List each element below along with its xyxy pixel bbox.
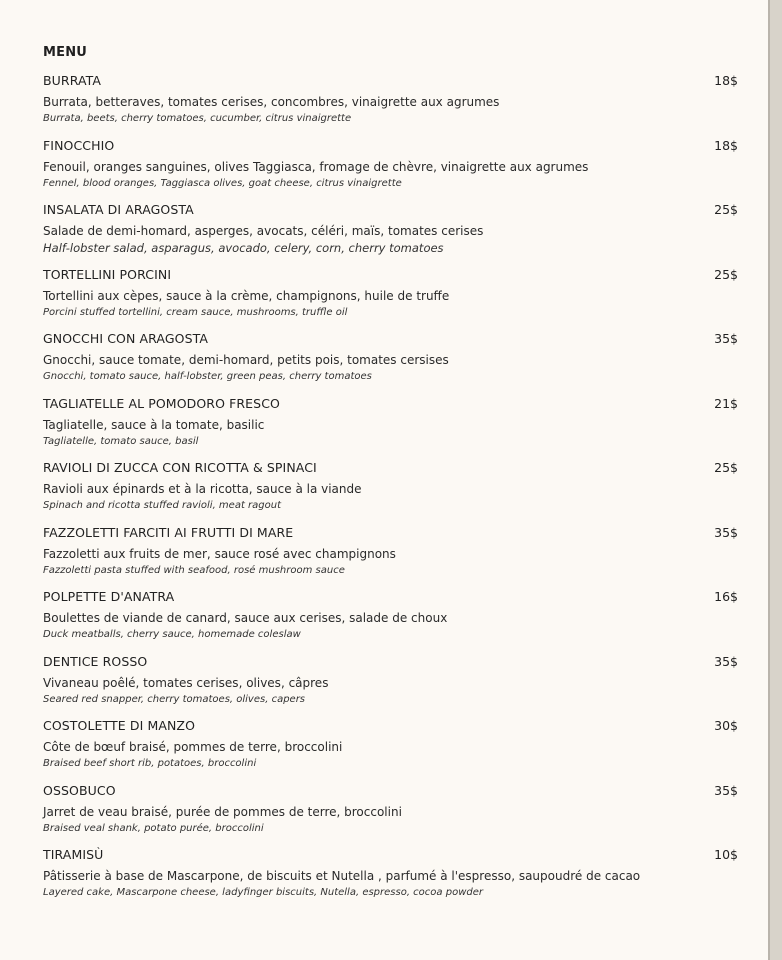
- item-description-en: Half-lobster salad, asparagus, avocado, celery, corn, cherry tomatoes: [43, 241, 444, 255]
- item-description-en: Duck meatballs, cherry sauce, homemade coleslaw: [43, 629, 301, 640]
- item-price: 25$: [714, 266, 738, 282]
- item-description-en: Layered cake, Mascarpone cheese, ladyfinger biscuits, Nutella, espresso, cocoa powder: [43, 887, 483, 898]
- item-description-en: Fennel, blood oranges, Taggiasca olives, goat cheese, citrus vinaigrette: [43, 177, 402, 189]
- item-description-fr: Jarret de veau braisé, purée de pommes de terre, broccolini: [43, 804, 402, 819]
- menu-item-fazzoletti: [43, 525, 738, 590]
- item-description-fr: Gnocchi, sauce tomate, demi-homard, petits pois, tomates cersises: [43, 353, 449, 367]
- menu-list: [43, 73, 738, 912]
- menu-item-tortellini-porcini: [43, 267, 738, 332]
- item-description-fr: Burrata, betteraves, tomates cerises, concombres, vinaigrette aux agrumes: [43, 95, 500, 109]
- menu-item-insalata-di-aragosta: [43, 202, 738, 267]
- item-description-en: Braised veal shank, potato purée, broccolini: [43, 822, 264, 834]
- item-description-en: Burrata, beets, cherry tomatoes, cucumber, citrus vinaigrette: [43, 113, 352, 124]
- menu-item-gnocchi-con-aragosta: [43, 331, 738, 396]
- item-price: 35$: [714, 653, 738, 669]
- item-description-fr: Boulettes de viande de canard, sauce aux cerises, salade de choux: [43, 611, 448, 625]
- item-description-fr: Tagliatelle, sauce à la tomate, basilic: [43, 417, 265, 432]
- item-price: 21$: [714, 395, 738, 411]
- menu-item-tagliatelle: [43, 396, 738, 461]
- item-description-en: Spinach and ricotta stuffed ravioli, meat ragout: [43, 500, 282, 511]
- item-description-en: Gnocchi, tomato sauce, half-lobster, green peas, cherry tomatoes: [43, 371, 372, 382]
- item-description-fr: Côte de bœuf braisé, pommes de terre, broccolini: [43, 740, 343, 754]
- menu-item-burrata: [43, 73, 738, 138]
- item-name: COSTOLETTE DI MANZO: [43, 718, 196, 733]
- menu-item-costolette: [43, 718, 738, 783]
- item-description-fr: Tortellini aux cèpes, sauce à la crème, champignons, huile de truffe: [43, 288, 450, 303]
- item-name: TIRAMISÙ: [43, 847, 104, 862]
- item-price: 10$: [714, 847, 738, 862]
- menu-item-finocchio: [43, 138, 738, 203]
- item-description-fr: Fazzoletti aux fruits de mer, sauce rosé avec champignons: [43, 546, 396, 561]
- item-price: 30$: [714, 718, 738, 733]
- item-name: POLPETTE D'ANATRA: [43, 589, 175, 604]
- item-description-en: Braised beef short rib, potatoes, broccolini: [43, 758, 257, 769]
- item-description-fr: Pâtisserie à base de Mascarpone, de biscuits et Nutella , parfumé à l'espresso, saupoudré de cacao: [43, 869, 641, 883]
- item-name: BURRATA: [43, 73, 102, 88]
- item-description-fr: Fenouil, oranges sanguines, olives Taggiasca, fromage de chèvre, vinaigrette aux agrumes: [43, 159, 589, 174]
- menu-title: MENU: [43, 45, 88, 60]
- item-price: 25$: [714, 202, 738, 217]
- item-name: TORTELLINI PORCINI: [43, 266, 172, 282]
- item-price: 35$: [714, 782, 738, 798]
- item-description-fr: Salade de demi-homard, asperges, avocats, céléri, maïs, tomates cerises: [43, 224, 484, 238]
- item-price: 18$: [714, 73, 738, 88]
- item-name: GNOCCHI CON ARAGOSTA: [43, 331, 209, 346]
- menu-item-ossobuco: [43, 783, 738, 848]
- item-name: RAVIOLI DI ZUCCA CON RICOTTA & SPINACI: [43, 460, 317, 475]
- menu-item-polpette: [43, 589, 738, 654]
- item-price: 25$: [714, 460, 738, 475]
- item-name: FAZZOLETTI FARCITI AI FRUTTI DI MARE: [43, 524, 294, 540]
- item-name: TAGLIATELLE AL POMODORO FRESCO: [43, 395, 280, 411]
- scrollbar[interactable]: [770, 0, 782, 960]
- item-description-en: Tagliatelle, tomato sauce, basil: [43, 435, 199, 447]
- item-description-en: Seared red snapper, cherry tomatoes, olives, capers: [43, 693, 306, 705]
- item-description-fr: Ravioli aux épinards et à la ricotta, sauce à la viande: [43, 482, 362, 496]
- item-name: FINOCCHIO: [43, 137, 115, 153]
- item-price: 18$: [714, 137, 738, 153]
- item-price: 35$: [714, 524, 738, 540]
- menu-item-ravioli: [43, 460, 738, 525]
- item-price: 35$: [714, 331, 738, 346]
- menu-item-tiramisu: [43, 847, 738, 912]
- item-name: INSALATA DI ARAGOSTA: [43, 202, 194, 217]
- item-price: 16$: [714, 589, 738, 604]
- item-description-en: Porcini stuffed tortellini, cream sauce, mushrooms, truffle oil: [43, 306, 348, 318]
- item-name: DENTICE ROSSO: [43, 653, 148, 669]
- item-description-en: Fazzoletti pasta stuffed with seafood, rosé mushroom sauce: [43, 564, 345, 576]
- item-name: OSSOBUCO: [43, 782, 116, 798]
- menu-item-dentice-rosso: [43, 654, 738, 719]
- item-description-fr: Vivaneau poêlé, tomates cerises, olives, câpres: [43, 675, 329, 690]
